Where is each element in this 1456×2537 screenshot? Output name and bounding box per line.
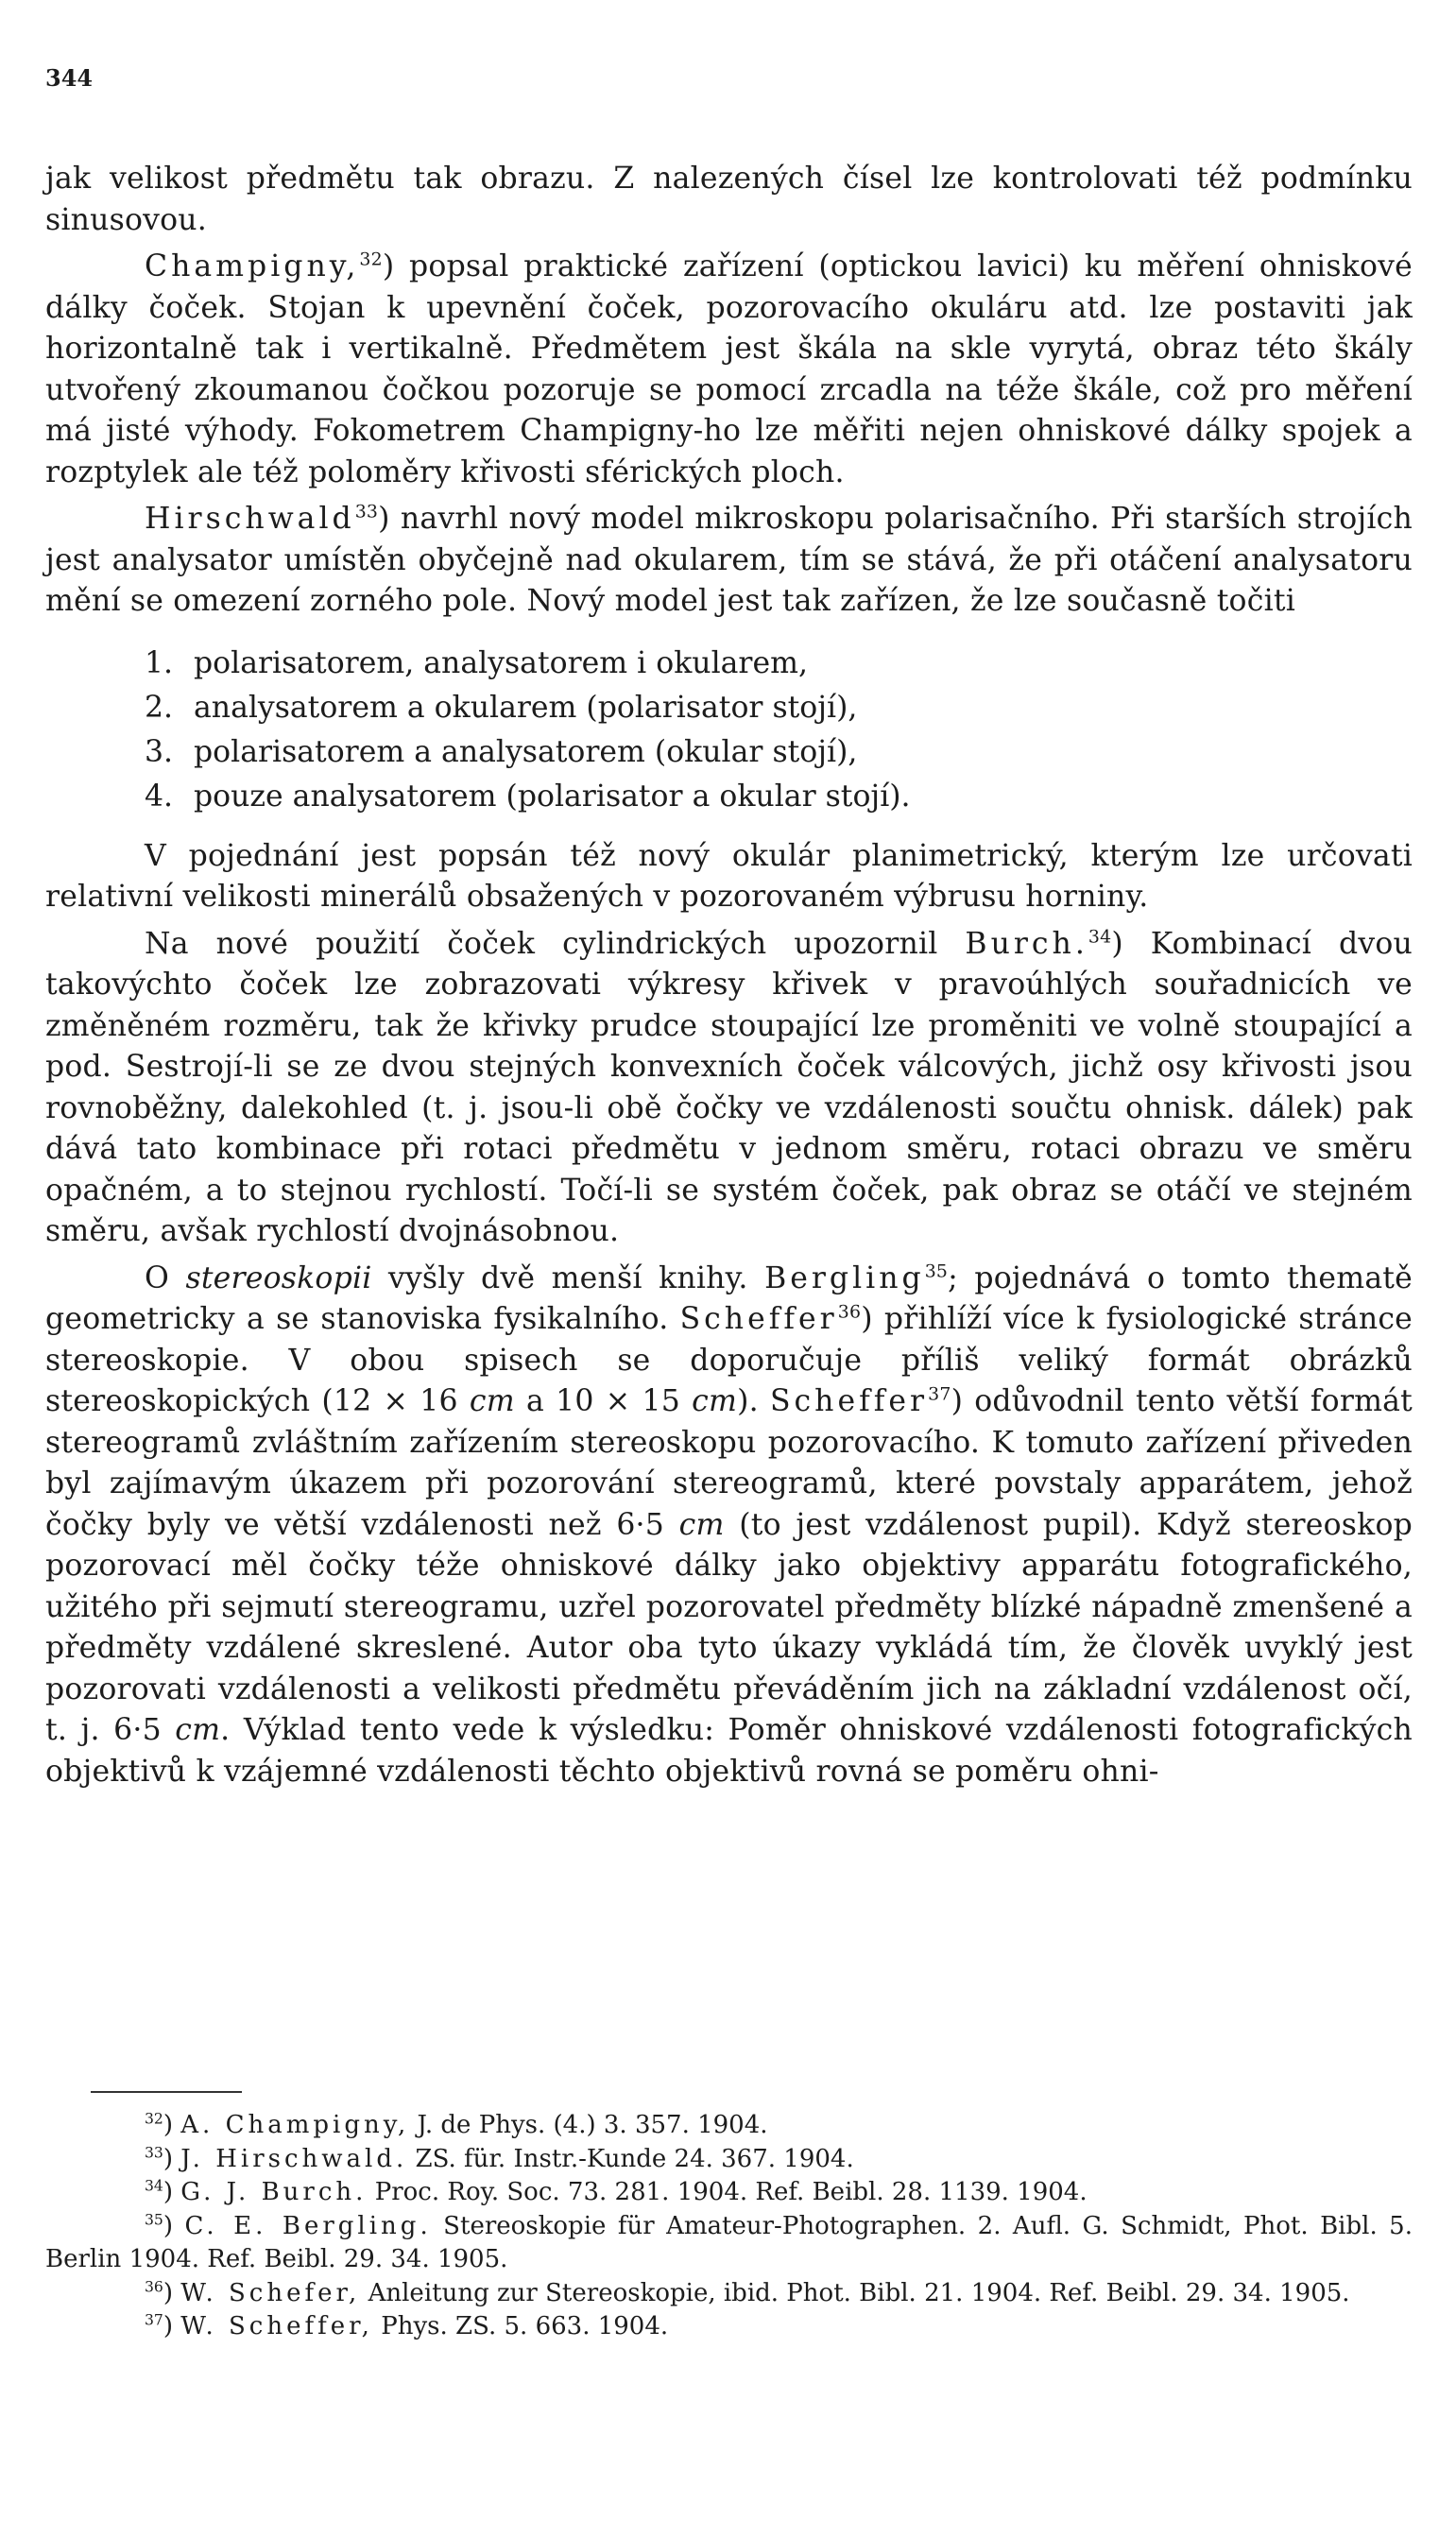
footnote-author: C. E. Bergling. (184, 2211, 432, 2240)
list-text: polarisatorem, analysatorem i okularem, (194, 645, 809, 680)
footnote-text: Stereoskopie für Amateur-Photographen. 2. Aufl. G. Schmidt, Phot. Bibl. 5. Berlin 1904. Ref. Beibl. 29. 34. 1905. (45, 2211, 1413, 2273)
footnote-divider (91, 2091, 242, 2093)
footnote-text: J. de Phys. (4.) 3. 357. 1904. (409, 2111, 768, 2139)
unit: cm (469, 1384, 515, 1418)
paragraph-text: vyšly dvě menší knihy. (371, 1260, 765, 1295)
numbered-list (45, 642, 1413, 819)
page-number: 344 (45, 64, 94, 92)
footnotes (45, 2109, 1413, 2344)
footnote-author: W. Scheffer, (180, 2312, 373, 2340)
paragraph-text: O (145, 1260, 186, 1295)
unit: cm (678, 1507, 725, 1542)
author-name: Scheffer (679, 1302, 838, 1336)
footnote-ref: 33 (354, 501, 379, 523)
italic-term: stereoskopii (185, 1260, 372, 1295)
footnote: $^{37}$) W. Scheffer, Phys. ZS. 5. 663. 1904. (145, 2311, 669, 2340)
list-number: 1. (145, 645, 174, 680)
list-number: 3. (145, 734, 174, 769)
author-name: Burch. (965, 926, 1088, 961)
footnote-ref: 34 (1088, 926, 1112, 947)
paragraph-text: . Výklad tento vede k výsledku: Poměr ohniskové vzdálenosti fotografických objektivů k vzájemné vzdálenosti těchto objektivů rovná se poměru ohni- (45, 1713, 1413, 1789)
footnote-ref: 37 (928, 1383, 951, 1405)
paragraph-text: navrhl nový model mikroskopu polarisačního. Při starších strojích jest analysator umístěn obyčejně nad okularem, tím se stává, že při otáčení analysatoru mění se omezení zorného pole. Nový model jest tak zařízen, že lze současně točiti (45, 502, 1413, 618)
list-text: analysatorem a okularem (polarisator stojí), (194, 690, 858, 725)
paragraph-text: popsal praktické zařízení (optickou lavici) ku měření ohniskové dálky čoček. Stojan k upevnění čoček, pozorovacího okuláru atd. lze postaviti jak horizontalně tak i vertikalně. Předmětem jest škála na skle vyrytá, obraz této škály utvořený zkoumanou čočkou pozoruje se pomocí zrcadla na téže škále, což pro měření má jisté výhody. Fokometrem Champigny-ho lze měřiti nejen ohniskové dálky spojek a rozptylek ale též poloměry křivosti sférických ploch. (45, 249, 1413, 489)
paragraph-4: V pojednání jest popsán též nový okulár planimetrický, kterým lze určovati relativní velikosti minerálů obsažených v pozorovaném výbrusu horniny. (45, 838, 1413, 914)
paragraph-3: Hirschwald$^{33}$) navrhl nový model mikroskopu polarisačního. Při starších strojích jest analysator umístěn obyčejně nad okularem, tím se stává, že při otáčení analysatoru mění se omezení zorného pole. Nový model jest tak zařízen, že lze současně točiti (45, 501, 1413, 618)
footnote-text: Phys. ZS. 5. 663. 1904. (372, 2312, 669, 2340)
unit: cm (692, 1384, 738, 1418)
list-item (45, 642, 1413, 686)
footnote: $^{32}$) A. Champigny, J. de Phys. (4.) 3. 357. 1904. (145, 2110, 768, 2139)
footnote-number: 33 (145, 2143, 163, 2161)
author-name: Hirschwald (145, 502, 355, 536)
footnote-ref: 36 (837, 1301, 862, 1323)
paragraph-text: ; pojednává o tomto thematě geometricky a se stanoviska fysikalního. (45, 1260, 1413, 1336)
footnote-text: ZS. für. Instr.-Kunde 24. 367. 1904. (407, 2144, 854, 2173)
list-number: 2. (145, 690, 174, 725)
author-name: Bergling (764, 1260, 925, 1295)
main-text (45, 159, 1413, 1792)
footnote-number: 34 (145, 2177, 163, 2195)
paragraph-text: Kombinací dvou takovýchto čoček lze zobrazovati výkresy křivek v pravoúhlých souřadnicích ve změněném rozměru, tak že křivky prudce stoupající lze proměniti ve volně stoupající a pod. Sestrojí-li se ze dvou stejných konvexních čoček válcových, jichž osy křivosti jsou rovnoběžny, dalekohled (t. j. jsou-li obě čočky ve vzdálenosti součtu ohnisk. dálek) pak dává tato kombinace při rotaci předmětu v jednom směru, rotaci obrazu ve směru opačném, a to stejnou rychlostí. Točí-li se systém čoček, pak obraz se otáčí ve stejném směru, avšak rychlostí dvojnásobnou. (45, 926, 1413, 1248)
list-item (45, 686, 1413, 730)
footnote-number: 32 (145, 2110, 163, 2128)
paragraph-text: a 10 × 15 (514, 1384, 693, 1418)
footnote-author: J. Hirschwald. (180, 2144, 408, 2173)
list-number: 4. (145, 779, 174, 814)
paragraph-text: Na nové použití čoček cylindrických upozornil (145, 926, 966, 961)
paragraph-6: O stereoskopii vyšly dvě menší knihy. Bergling$^{35}$; pojednává o tomto thematě geometricky a se stanoviska fysikalního. Scheffer$^{36}$) přihlíží více k fysiologické stránce stereoskopie. V obou spisech se doporučuje příliš veliký formát obrázků stereoskopických (12 × 16 cm a 10 × 15 cm). Scheffer$^{37}$) odůvodnil tento větší formát stereogramů zvláštním zařízením stereoskopu pozorovacího. K tomuto zařízení přiveden byl zajímavým úkazem při pozorování stereogramů, které povstaly apparátem, jehož čočky byly ve větší vzdálenosti než 6·5 cm (to jest vzdálenost pupil). Když stereoskop pozorovací měl čočky téže ohniskové dálky jako objektivy apparátu fotografického, užitého při sejmutí stereogramu, uzřel pozorovatel předměty blízké nápadně zmenšené a předměty vzdálené skreslené. Autor oba tyto úkazy vykládá tím, že člověk uvyklý jest pozorovati vzdálenosti a velikosti předmětu převáděním jich na základní vzdálenost očí, t. j. 6·5 cm. Výklad tento vede k výsledku: Poměr ohniskové vzdálenosti fotografických objektivů k vzájemné vzdálenosti těchto objektivů rovná se poměru ohni- (45, 1260, 1413, 1789)
paragraph-text: ). (737, 1384, 770, 1418)
footnote: $^{35}$) C. E. Bergling. Stereoskopie für Amateur-Photographen. 2. Aufl. G. Schmidt, Phot. Bibl. 5. Berlin 1904. Ref. Beibl. 29. 34. 1905. (45, 2210, 1413, 2273)
author-name: Champigny, (145, 249, 360, 283)
paragraph-5: Na nové použití čoček cylindrických upozornil Burch.$^{34}$) Kombinací dvou takovýchto čoček lze zobrazovati výkresy křivek v pravoúhlých souřadnicích ve změněném rozměru, tak že křivky prudce stoupající lze proměniti ve volně stoupající a pod. Sestrojí-li se ze dvou stejných konvexních čoček válcových, jichž osy křivosti jsou rovnoběžny, dalekohled (t. j. jsou-li obě čočky ve vzdálenosti součtu ohnisk. dálek) pak dává tato kombinace při rotaci předmětu v jednom směru, rotaci obrazu ve směru opačném, a to stejnou rychlostí. Točí-li se systém čoček, pak obraz se otáčí ve stejném směru, avšak rychlostí dvojnásobnou. (45, 926, 1413, 1248)
unit: cm (175, 1713, 221, 1747)
footnote-author: W. Schefer, (180, 2278, 361, 2307)
list-text: polarisatorem a analysatorem (okular stojí), (194, 734, 858, 769)
list-item (45, 775, 1413, 819)
author-name: Scheffer (769, 1384, 929, 1418)
footnote-ref: 32 (359, 249, 383, 270)
paragraph-text: (to jest vzdálenost pupil). Když stereoskop pozorovací měl čočky téže ohniskové dálky jako objektivy apparátu fotografického, užitého při sejmutí stereogramu, uzřel pozorovatel předměty blízké nápadně zmenšené a předměty vzdálené skreslené. Autor oba tyto úkazy vykládá tím, že člověk uvyklý jest pozorovati vzdálenosti a velikosti předmětu převáděním jich na základní vzdálenost očí, t. j. 6·5 (45, 1507, 1413, 1747)
footnote-author: A. Champigny, (180, 2111, 410, 2139)
footnote-number: 37 (145, 2311, 163, 2329)
footnote: $^{36}$) W. Schefer, Anleitung zur Stereoskopie, ibid. Phot. Bibl. 21. 1904. Ref. Beibl. 29. 34. 1905. (145, 2277, 1350, 2307)
list-text: pouze analysatorem (polarisator a okular stojí). (194, 779, 911, 814)
footnote-number: 35 (145, 2210, 163, 2228)
footnote: $^{34}$) G. J. Burch. Proc. Roy. Soc. 73. 281. 1904. Ref. Beibl. 28. 1139. 1904. (145, 2177, 1088, 2206)
footnote-text: Proc. Roy. Soc. 73. 281. 1904. Ref. Beibl. 28. 1139. 1904. (367, 2178, 1088, 2206)
footnote: $^{33}$) J. Hirschwald. ZS. für. Instr.-Kunde 24. 367. 1904. (145, 2143, 854, 2173)
footnote-number: 36 (145, 2277, 163, 2295)
list-item (45, 730, 1413, 775)
paragraph-text: odůvodnil tento větší formát stereogramů zvláštním zařízením stereoskopu pozorovacího. K tomuto zařízení přiveden byl zajímavým úkazem při pozorování stereogramů, které povstaly apparátem, jehož čočky byly ve větší vzdálenosti než 6·5 (45, 1384, 1413, 1542)
footnote-ref: 35 (924, 1260, 949, 1281)
paragraph-text: přihlíží více k fysiologické stránce stereoskopie. V obou spisech se doporučuje příliš veliký formát obrázků stereoskopických (12 × 16 (45, 1302, 1413, 1418)
footnote-text: Anleitung zur Stereoskopie, ibid. Phot. Bibl. 21. 1904. Ref. Beibl. 29. 34. 1905. (360, 2278, 1350, 2307)
paragraph-1: jak velikost předmětu tak obrazu. Z nalezených čísel lze kontrolovati též podmínku sinusovou. (45, 162, 1413, 237)
footnote-author: G. J. Burch. (180, 2178, 368, 2206)
paragraph-2: Champigny,$^{32}$) popsal praktické zařízení (optickou lavici) ku měření ohniskové dálky čoček. Stojan k upevnění čoček, pozorovacího okuláru atd. lze postaviti jak horizontalně tak i vertikalně. Předmětem jest škála na skle vyrytá, obraz této škály utvořený zkoumanou čočkou pozoruje se pomocí zrcadla na téže škále, což pro měření má jisté výhody. Fokometrem Champigny-ho lze měřiti nejen ohniskové dálky spojek a rozptylek ale též poloměry křivosti sférických ploch. (45, 249, 1413, 489)
